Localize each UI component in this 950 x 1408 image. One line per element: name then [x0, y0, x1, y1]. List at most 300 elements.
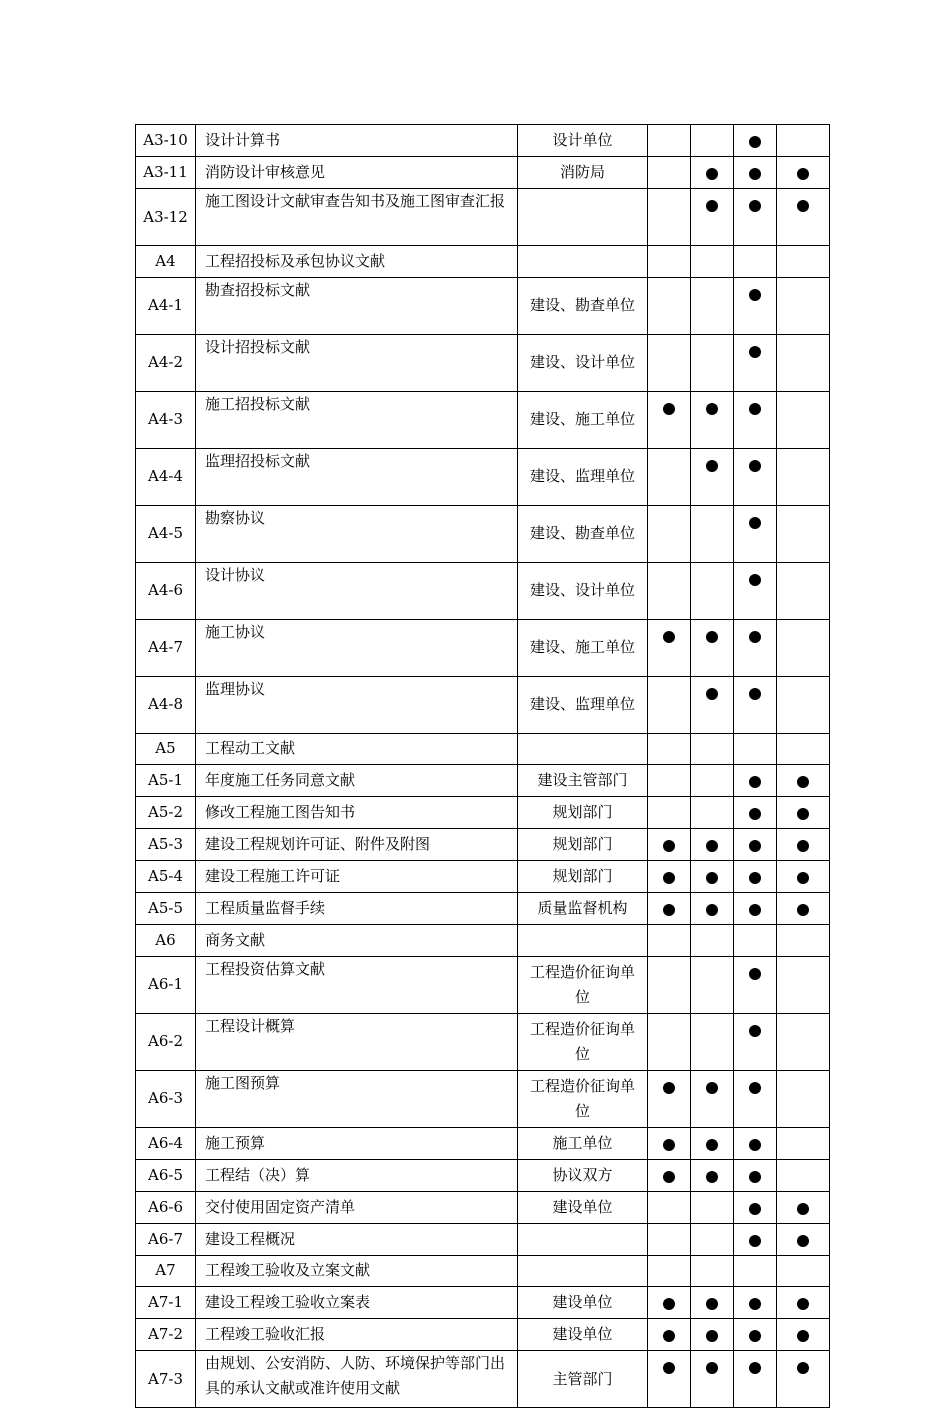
filled-circle-icon: [797, 904, 809, 916]
responsible-unit-cell: [518, 189, 648, 246]
archive-mark-cell: [777, 797, 830, 829]
filled-circle-icon: [797, 1298, 809, 1310]
file-code-cell: A4: [136, 246, 196, 278]
file-code-cell: A4-1: [136, 277, 196, 334]
responsible-unit-cell: 工程造价征询单位: [518, 1013, 648, 1070]
archive-mark-cell: [734, 1351, 777, 1408]
archive-mark-cell: [734, 1159, 777, 1191]
archive-mark-cell: [691, 765, 734, 797]
table-row: [136, 676, 830, 733]
responsible-unit-cell: 主管部门: [518, 1351, 648, 1408]
filled-circle-icon: [706, 904, 718, 916]
archive-mark-cell: [691, 1013, 734, 1070]
responsible-unit-cell: 协议双方: [518, 1159, 648, 1191]
archive-mark-cell: [648, 1351, 691, 1408]
filled-circle-icon: [749, 808, 761, 820]
file-title-cell: 勘察协议: [196, 505, 518, 562]
archive-mark-cell: [648, 1159, 691, 1191]
archive-mark-cell: [691, 676, 734, 733]
archive-mark-cell: [691, 505, 734, 562]
filled-circle-icon: [749, 574, 761, 586]
filled-circle-icon: [663, 904, 675, 916]
file-code-cell: A7-1: [136, 1287, 196, 1319]
archive-mark-cell: [648, 277, 691, 334]
filled-circle-icon: [749, 200, 761, 212]
responsible-unit-cell: 消防局: [518, 157, 648, 189]
filled-circle-icon: [797, 808, 809, 820]
filled-circle-icon: [749, 1139, 761, 1151]
file-code-cell: A4-2: [136, 334, 196, 391]
file-code-cell: A5-3: [136, 829, 196, 861]
file-title-cell: 设计协议: [196, 562, 518, 619]
responsible-unit-cell: 建设、勘查单位: [518, 277, 648, 334]
responsible-unit-cell: 规划部门: [518, 829, 648, 861]
table-row: [136, 391, 830, 448]
archive-mark-cell: [734, 391, 777, 448]
responsible-unit-cell: 建设、施工单位: [518, 391, 648, 448]
filled-circle-icon: [663, 872, 675, 884]
responsible-unit-cell: 建设、监理单位: [518, 676, 648, 733]
responsible-unit-cell: 建设单位: [518, 1319, 648, 1351]
file-code-cell: A7-3: [136, 1351, 196, 1408]
archive-mark-cell: [734, 1255, 777, 1287]
archive-mark-cell: [648, 1287, 691, 1319]
filled-circle-icon: [749, 840, 761, 852]
file-code-cell: A4-5: [136, 505, 196, 562]
archive-mark-cell: [734, 1287, 777, 1319]
archive-mark-cell: [691, 1287, 734, 1319]
archive-mark-cell: [691, 1223, 734, 1255]
filled-circle-icon: [797, 168, 809, 180]
file-title-cell: 监理协议: [196, 676, 518, 733]
archive-mark-cell: [777, 733, 830, 765]
filled-circle-icon: [749, 346, 761, 358]
archive-mark-cell: [734, 277, 777, 334]
file-title-cell: 勘查招投标文献: [196, 277, 518, 334]
table-row: [136, 619, 830, 676]
archive-mark-cell: [777, 1127, 830, 1159]
archive-mark-cell: [691, 448, 734, 505]
archive-mark-cell: [734, 1070, 777, 1127]
table-row: [136, 925, 830, 957]
file-title-cell: 交付使用固定资产清单: [196, 1191, 518, 1223]
responsible-unit-cell: 建设、施工单位: [518, 619, 648, 676]
archive-mark-cell: [734, 765, 777, 797]
file-title-cell: 商务文献: [196, 925, 518, 957]
filled-circle-icon: [797, 840, 809, 852]
filled-circle-icon: [663, 1330, 675, 1342]
archive-mark-cell: [734, 893, 777, 925]
archive-mark-cell: [648, 861, 691, 893]
archive-mark-cell: [734, 189, 777, 246]
archive-mark-cell: [691, 829, 734, 861]
archive-mark-cell: [734, 125, 777, 157]
archive-mark-cell: [734, 829, 777, 861]
filled-circle-icon: [749, 460, 761, 472]
file-title-cell: 工程招投标及承包协议文献: [196, 246, 518, 278]
table-row: [136, 1319, 830, 1351]
file-code-cell: A3-12: [136, 189, 196, 246]
table-row: [136, 1351, 830, 1408]
file-title-cell: 施工图设计文献审查告知书及施工图审查汇报: [196, 189, 518, 246]
responsible-unit-cell: [518, 1255, 648, 1287]
filled-circle-icon: [663, 1362, 675, 1374]
file-title-cell: 工程质量监督手续: [196, 893, 518, 925]
file-title-cell: 施工协议: [196, 619, 518, 676]
archive-mark-cell: [734, 505, 777, 562]
archive-mark-cell: [648, 733, 691, 765]
file-title-cell: 监理招投标文献: [196, 448, 518, 505]
filled-circle-icon: [797, 872, 809, 884]
file-title-cell: 设计招投标文献: [196, 334, 518, 391]
archive-mark-cell: [648, 797, 691, 829]
archive-mark-cell: [691, 1070, 734, 1127]
file-title-cell: 施工图预算: [196, 1070, 518, 1127]
archive-mark-cell: [648, 1070, 691, 1127]
archive-mark-cell: [777, 246, 830, 278]
table-body: [136, 125, 830, 1408]
archive-mark-cell: [691, 1319, 734, 1351]
file-code-cell: A6: [136, 925, 196, 957]
filled-circle-icon: [663, 1082, 675, 1094]
table-row: [136, 829, 830, 861]
archive-mark-cell: [777, 619, 830, 676]
filled-circle-icon: [749, 904, 761, 916]
filled-circle-icon: [663, 1139, 675, 1151]
file-code-cell: A4-4: [136, 448, 196, 505]
file-code-cell: A5: [136, 733, 196, 765]
file-code-cell: A5-4: [136, 861, 196, 893]
file-title-cell: 建设工程概况: [196, 1223, 518, 1255]
archive-mark-cell: [734, 797, 777, 829]
archive-mark-cell: [648, 1127, 691, 1159]
file-title-cell: 施工预算: [196, 1127, 518, 1159]
responsible-unit-cell: 建设、监理单位: [518, 448, 648, 505]
archive-mark-cell: [777, 1013, 830, 1070]
archive-mark-cell: [648, 189, 691, 246]
file-title-cell: 建设工程施工许可证: [196, 861, 518, 893]
table-row: [136, 505, 830, 562]
archive-mark-cell: [691, 125, 734, 157]
archive-mark-cell: [734, 1319, 777, 1351]
responsible-unit-cell: 建设、设计单位: [518, 334, 648, 391]
archive-mark-cell: [691, 893, 734, 925]
filled-circle-icon: [663, 1298, 675, 1310]
archive-file-table: [135, 124, 830, 1408]
archive-mark-cell: [691, 956, 734, 1013]
table-row: [136, 1255, 830, 1287]
responsible-unit-cell: 建设单位: [518, 1191, 648, 1223]
archive-mark-cell: [648, 1013, 691, 1070]
archive-mark-cell: [648, 157, 691, 189]
file-title-cell: 工程设计概算: [196, 1013, 518, 1070]
archive-mark-cell: [648, 619, 691, 676]
responsible-unit-cell: [518, 733, 648, 765]
archive-mark-cell: [734, 676, 777, 733]
table-row: [136, 1013, 830, 1070]
filled-circle-icon: [749, 1171, 761, 1183]
file-title-cell: 年度施工任务同意文献: [196, 765, 518, 797]
archive-mark-cell: [734, 956, 777, 1013]
file-code-cell: A6-4: [136, 1127, 196, 1159]
filled-circle-icon: [663, 631, 675, 643]
archive-mark-cell: [734, 619, 777, 676]
archive-mark-cell: [691, 1191, 734, 1223]
file-code-cell: A6-3: [136, 1070, 196, 1127]
archive-mark-cell: [648, 505, 691, 562]
archive-mark-cell: [648, 925, 691, 957]
archive-mark-cell: [734, 861, 777, 893]
filled-circle-icon: [797, 200, 809, 212]
file-code-cell: A7-2: [136, 1319, 196, 1351]
filled-circle-icon: [749, 872, 761, 884]
archive-mark-cell: [691, 861, 734, 893]
filled-circle-icon: [749, 517, 761, 529]
table-row: [136, 956, 830, 1013]
file-title-cell: 消防设计审核意见: [196, 157, 518, 189]
file-code-cell: A6-7: [136, 1223, 196, 1255]
archive-mark-cell: [734, 1127, 777, 1159]
archive-mark-cell: [734, 448, 777, 505]
archive-mark-cell: [777, 277, 830, 334]
filled-circle-icon: [749, 403, 761, 415]
filled-circle-icon: [797, 1330, 809, 1342]
table-row: [136, 893, 830, 925]
archive-mark-cell: [648, 829, 691, 861]
archive-mark-cell: [777, 448, 830, 505]
archive-mark-cell: [734, 1223, 777, 1255]
archive-mark-cell: [777, 765, 830, 797]
archive-mark-cell: [777, 829, 830, 861]
archive-mark-cell: [648, 246, 691, 278]
archive-mark-cell: [777, 391, 830, 448]
filled-circle-icon: [797, 1362, 809, 1374]
file-code-cell: A4-7: [136, 619, 196, 676]
archive-mark-cell: [691, 562, 734, 619]
table-row: [136, 246, 830, 278]
file-code-cell: A6-1: [136, 956, 196, 1013]
filled-circle-icon: [749, 289, 761, 301]
table-row: [136, 189, 830, 246]
table-row: [136, 157, 830, 189]
archive-mark-cell: [777, 1351, 830, 1408]
archive-mark-cell: [734, 246, 777, 278]
archive-mark-cell: [648, 1191, 691, 1223]
archive-mark-cell: [691, 277, 734, 334]
filled-circle-icon: [706, 200, 718, 212]
table-row: [136, 861, 830, 893]
file-title-cell: 设计计算书: [196, 125, 518, 157]
archive-mark-cell: [691, 189, 734, 246]
file-code-cell: A7: [136, 1255, 196, 1287]
file-title-cell: 工程竣工验收及立案文献: [196, 1255, 518, 1287]
filled-circle-icon: [706, 1082, 718, 1094]
archive-mark-cell: [777, 1159, 830, 1191]
archive-mark-cell: [777, 562, 830, 619]
archive-mark-cell: [691, 1255, 734, 1287]
file-code-cell: A4-3: [136, 391, 196, 448]
archive-mark-cell: [691, 1351, 734, 1408]
responsible-unit-cell: 工程造价征询单位: [518, 956, 648, 1013]
filled-circle-icon: [706, 631, 718, 643]
table-row: [136, 733, 830, 765]
table-row: [136, 562, 830, 619]
filled-circle-icon: [749, 776, 761, 788]
filled-circle-icon: [749, 136, 761, 148]
archive-mark-cell: [648, 448, 691, 505]
file-title-cell: 工程动工文献: [196, 733, 518, 765]
responsible-unit-cell: 工程造价征询单位: [518, 1070, 648, 1127]
file-title-cell: 建设工程规划许可证、附件及附图: [196, 829, 518, 861]
table-row: [136, 125, 830, 157]
table-row: [136, 1191, 830, 1223]
table-row: [136, 334, 830, 391]
responsible-unit-cell: [518, 1223, 648, 1255]
archive-mark-cell: [734, 157, 777, 189]
archive-mark-cell: [691, 246, 734, 278]
responsible-unit-cell: 建设主管部门: [518, 765, 648, 797]
archive-mark-cell: [691, 797, 734, 829]
archive-mark-cell: [691, 1127, 734, 1159]
filled-circle-icon: [749, 688, 761, 700]
file-code-cell: A5-1: [136, 765, 196, 797]
table-row: [136, 797, 830, 829]
archive-mark-cell: [777, 956, 830, 1013]
filled-circle-icon: [749, 1330, 761, 1342]
archive-mark-cell: [648, 893, 691, 925]
file-code-cell: A3-10: [136, 125, 196, 157]
file-code-cell: A6-6: [136, 1191, 196, 1223]
filled-circle-icon: [749, 1298, 761, 1310]
archive-mark-cell: [777, 189, 830, 246]
file-code-cell: A4-8: [136, 676, 196, 733]
file-title-cell: 工程投资估算文献: [196, 956, 518, 1013]
archive-mark-cell: [734, 334, 777, 391]
filled-circle-icon: [706, 872, 718, 884]
filled-circle-icon: [749, 1235, 761, 1247]
filled-circle-icon: [749, 968, 761, 980]
archive-mark-cell: [648, 1319, 691, 1351]
table-row: [136, 765, 830, 797]
archive-mark-cell: [648, 391, 691, 448]
archive-mark-cell: [777, 1287, 830, 1319]
file-title-cell: 施工招投标文献: [196, 391, 518, 448]
filled-circle-icon: [706, 1298, 718, 1310]
archive-mark-cell: [691, 925, 734, 957]
filled-circle-icon: [749, 631, 761, 643]
filled-circle-icon: [706, 460, 718, 472]
responsible-unit-cell: 设计单位: [518, 125, 648, 157]
table-row: [136, 448, 830, 505]
filled-circle-icon: [749, 1025, 761, 1037]
archive-mark-cell: [648, 1255, 691, 1287]
archive-mark-cell: [734, 733, 777, 765]
archive-mark-cell: [777, 157, 830, 189]
responsible-unit-cell: 施工单位: [518, 1127, 648, 1159]
table-row: [136, 277, 830, 334]
table-row: [136, 1223, 830, 1255]
file-title-cell: 建设工程竣工验收立案表: [196, 1287, 518, 1319]
filled-circle-icon: [706, 840, 718, 852]
archive-mark-cell: [777, 334, 830, 391]
filled-circle-icon: [797, 1203, 809, 1215]
filled-circle-icon: [706, 168, 718, 180]
archive-mark-cell: [691, 1159, 734, 1191]
file-code-cell: A6-5: [136, 1159, 196, 1191]
archive-mark-cell: [648, 1223, 691, 1255]
file-title-cell: 由规划、公安消防、人防、环境保护等部门出具的承认文献或准许使用文献: [196, 1351, 518, 1408]
filled-circle-icon: [797, 1235, 809, 1247]
responsible-unit-cell: [518, 925, 648, 957]
archive-mark-cell: [777, 676, 830, 733]
responsible-unit-cell: [518, 246, 648, 278]
archive-mark-cell: [691, 157, 734, 189]
archive-mark-cell: [777, 1319, 830, 1351]
file-code-cell: A5-5: [136, 893, 196, 925]
archive-mark-cell: [777, 1070, 830, 1127]
table-row: [136, 1159, 830, 1191]
responsible-unit-cell: 规划部门: [518, 797, 648, 829]
archive-mark-cell: [777, 505, 830, 562]
responsible-unit-cell: 质量监督机构: [518, 893, 648, 925]
filled-circle-icon: [797, 776, 809, 788]
responsible-unit-cell: 建设、设计单位: [518, 562, 648, 619]
filled-circle-icon: [749, 1203, 761, 1215]
archive-mark-cell: [777, 1255, 830, 1287]
archive-mark-cell: [777, 1191, 830, 1223]
table-row: [136, 1070, 830, 1127]
archive-mark-cell: [734, 1191, 777, 1223]
archive-mark-cell: [691, 391, 734, 448]
responsible-unit-cell: 建设、勘查单位: [518, 505, 648, 562]
file-code-cell: A5-2: [136, 797, 196, 829]
filled-circle-icon: [706, 403, 718, 415]
archive-mark-cell: [648, 765, 691, 797]
table-row: [136, 1287, 830, 1319]
filled-circle-icon: [663, 840, 675, 852]
archive-mark-cell: [691, 733, 734, 765]
filled-circle-icon: [749, 1362, 761, 1374]
archive-mark-cell: [648, 676, 691, 733]
archive-mark-cell: [777, 861, 830, 893]
filled-circle-icon: [706, 1362, 718, 1374]
archive-mark-cell: [734, 925, 777, 957]
filled-circle-icon: [706, 1139, 718, 1151]
table-row: [136, 1127, 830, 1159]
filled-circle-icon: [663, 403, 675, 415]
filled-circle-icon: [663, 1171, 675, 1183]
archive-mark-cell: [777, 893, 830, 925]
responsible-unit-cell: 规划部门: [518, 861, 648, 893]
archive-mark-cell: [648, 334, 691, 391]
archive-mark-cell: [648, 956, 691, 1013]
filled-circle-icon: [749, 168, 761, 180]
file-title-cell: 工程结（决）算: [196, 1159, 518, 1191]
file-code-cell: A6-2: [136, 1013, 196, 1070]
file-code-cell: A3-11: [136, 157, 196, 189]
archive-mark-cell: [777, 925, 830, 957]
file-title-cell: 工程竣工验收汇报: [196, 1319, 518, 1351]
archive-mark-cell: [734, 562, 777, 619]
filled-circle-icon: [749, 1082, 761, 1094]
archive-mark-cell: [648, 125, 691, 157]
responsible-unit-cell: 建设单位: [518, 1287, 648, 1319]
archive-mark-cell: [777, 1223, 830, 1255]
filled-circle-icon: [706, 1330, 718, 1342]
archive-mark-cell: [648, 562, 691, 619]
archive-mark-cell: [691, 619, 734, 676]
archive-mark-cell: [734, 1013, 777, 1070]
